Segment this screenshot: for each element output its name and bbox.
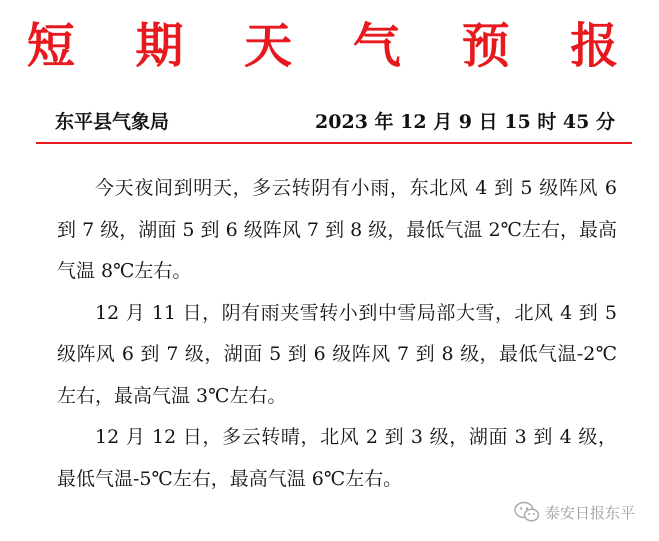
forecast-paragraph-dec12: 12 月 12 日，多云转晴，北风 2 到 3 级，湖面 3 到 4 级，最低气温-5℃左右，最高气温 6℃左右。 [57, 426, 617, 490]
wechat-icon [514, 501, 540, 523]
source-watermark [514, 500, 635, 524]
issue-info [55, 108, 615, 136]
forecast-paragraph-tonight: 今天夜间到明天，多云转阴有小雨，东北风 4 到 5 级阵风 6 到 7 级，湖面 5 到 6 级阵风 7 到 8 级，最低气温 2℃左右，最高气温 8℃左右。 [57, 177, 617, 282]
forecast-paragraph-dec11: 12 月 11 日，阴有雨夹雪转小到中雪局部大雪，北风 4 到 5 级阵风 6 到 7 级，湖面 5 到 6 级阵风 7 到 8 级，最低气温-2℃左右，最高气温 3℃左右。 [57, 301, 617, 407]
document-title: 短 期 天 气 预 报 [26, 18, 641, 74]
forecast-body [57, 168, 617, 500]
header-divider [36, 142, 632, 144]
watermark-text: 泰安日报东平 [544, 503, 635, 522]
issue-time: 2023 年 12 月 9 日 15 时 45 分 [315, 111, 615, 133]
issuer-name: 东平县气象局 [55, 111, 170, 133]
